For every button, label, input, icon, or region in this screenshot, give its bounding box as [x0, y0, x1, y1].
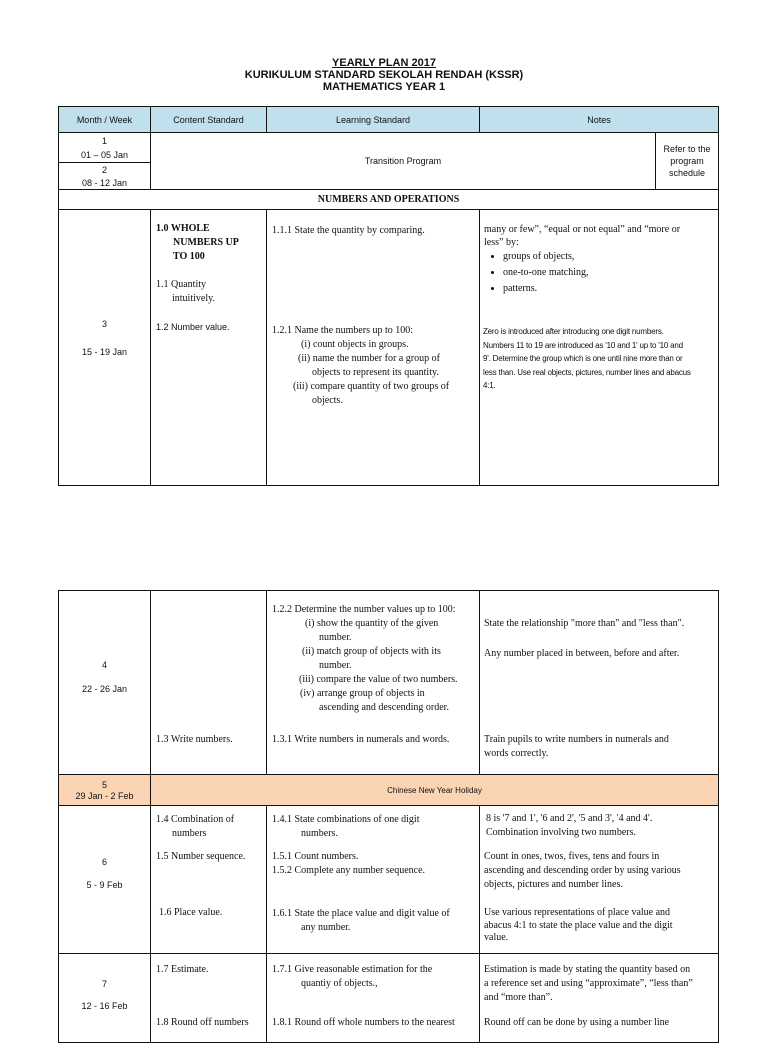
week-4-notes	[479, 590, 719, 775]
n17-b: a reference set and using “approximate”, “less than”	[484, 978, 693, 989]
ls-1-2-2-i-b: number.	[319, 632, 352, 643]
ls-1-2-2-ii-b: number.	[319, 660, 352, 671]
refer-line-1: Refer to the	[663, 144, 711, 154]
week-4-number: 4	[101, 660, 107, 670]
cs-1-8: 1.8 Round off numbers	[156, 1017, 249, 1028]
zero-line-4: less than. Use real objects, pictures, number lines and abacus	[483, 367, 691, 377]
ls-1-7-1-b: quantiy of objects.,	[301, 978, 378, 989]
week-1-dates: 01 – 05 Jan	[80, 150, 129, 160]
n14-a: 8 is '7 and 1', '6 and 2', '5 and 3', '4 and 4'.	[486, 813, 653, 824]
week-5-number: 5	[101, 780, 107, 790]
week-6-learning-standard	[266, 805, 480, 954]
n15-a: Count in ones, twos, fives, tens and fours in	[484, 851, 660, 862]
week-2-dates: 08 - 12 Jan	[81, 178, 128, 188]
week-6-number: 6	[101, 857, 107, 867]
week-4-dates: 22 - 26 Jan	[81, 684, 128, 694]
notes-bullet-1: • groups of objects,	[503, 249, 680, 265]
w4-note-2: Any number placed in between, before and after.	[484, 648, 680, 659]
ls-1-2-1-iii-b: objects.	[312, 395, 343, 406]
week-7-notes	[479, 953, 719, 1043]
week-3-content-standard	[150, 209, 267, 486]
ls-1-2-1: 1.2.1 Name the numbers up to 100:	[272, 325, 414, 336]
week-7-dates: 12 - 16 Feb	[81, 1001, 128, 1011]
ls-1-2-2: 1.2.2 Determine the number values up to 100:	[272, 604, 456, 615]
ls-1-5-2: 1.5.2 Complete any number sequence.	[272, 865, 426, 876]
week-6-dates: 5 - 9 Feb	[86, 880, 123, 890]
cs-1-0-line-a: 1.0 WHOLE	[156, 223, 210, 234]
week-3-cell	[58, 209, 151, 486]
notes-bullet-2: • one-to-one matching,	[503, 265, 680, 281]
week-3-learning-standard	[266, 209, 480, 486]
cs-1-1-line-a: 1.1 Quantity	[156, 279, 206, 290]
week-3-notes	[479, 209, 719, 486]
header-month-week: Month / Week	[58, 106, 151, 133]
week-1-number: 1	[101, 136, 107, 146]
cs-1-3: 1.3 Write numbers.	[156, 734, 233, 745]
zero-line-2: Numbers 11 to 19 are introduced as '10 and 1' up to '10 and	[483, 340, 683, 350]
week-7-cell	[58, 953, 151, 1043]
w4-note-3a: Train pupils to write numbers in numerals and	[484, 734, 669, 745]
refer-line-3: schedule	[668, 168, 706, 178]
cs-1-2: 1.2 Number value.	[156, 322, 230, 332]
zero-line-5: 4:1.	[483, 381, 496, 390]
ls-1-4-1-b: numbers.	[301, 828, 338, 839]
ls-1-2-2-iii: (iii) compare the value of two numbers.	[299, 674, 458, 685]
n15-b: ascending and descending order by using various	[484, 865, 681, 876]
header-notes: Notes	[479, 106, 719, 133]
week-6-content-standard	[150, 805, 267, 954]
refer-line-2: program	[670, 156, 704, 166]
ls-1-5-1: 1.5.1 Count numbers.	[272, 851, 359, 862]
week-4-content-standard	[150, 590, 267, 775]
n16-a: Use various representations of place value and	[484, 907, 671, 918]
cs-1-4-b: numbers	[172, 828, 207, 839]
week-7-number: 7	[101, 979, 107, 989]
section-title: NUMBERS AND OPERATIONS	[317, 194, 460, 205]
n14-b: Combination involving two numbers.	[486, 827, 636, 838]
week-3-dates: 15 - 19 Jan	[81, 347, 128, 357]
w4-note-3b: words correctly.	[484, 748, 549, 759]
notes-line-b: less” by:	[484, 237, 519, 248]
ls-1-2-2-ii-a: (ii) match group of objects with its	[302, 646, 441, 657]
ls-1-6-1-b: any number.	[301, 922, 351, 933]
title-line-2: KURIKULUM STANDARD SEKOLAH RENDAH (KSSR)	[244, 69, 524, 81]
week-1-cell	[58, 132, 151, 163]
n15-c: objects, pictures and number lines.	[484, 879, 623, 890]
ls-1-2-1-ii-a: (ii) name the number for a group of	[298, 353, 440, 364]
cs-1-4-a: 1.4 Combination of	[156, 814, 235, 825]
notes-line-a: many or few”, “equal or not equal” and “more or	[484, 224, 681, 235]
title-line-1: YEARLY PLAN 2017	[332, 57, 436, 69]
n17-a: Estimation is made by stating the quantity based on	[484, 964, 691, 975]
ls-1-4-1-a: 1.4.1 State combinations of one digit	[272, 814, 420, 825]
ls-1-1-1: 1.1.1 State the quantity by comparing.	[272, 225, 425, 236]
ls-1-2-2-iv-a: (iv) arrange group of objects in	[300, 688, 425, 699]
week-4-cell	[58, 590, 151, 775]
week-7-content-standard	[150, 953, 267, 1043]
ls-1-7-1-a: 1.7.1 Give reasonable estimation for the	[272, 964, 433, 975]
ls-1-2-2-i-a: (i) show the quantity of the given	[305, 618, 439, 629]
title-line-3: MATHEMATICS YEAR 1	[322, 81, 446, 93]
week-5-cell	[58, 774, 151, 806]
week-2-cell	[58, 162, 151, 190]
n17-c: and “more than”.	[484, 992, 553, 1003]
week-7-learning-standard	[266, 953, 480, 1043]
n16-c: value.	[484, 932, 509, 943]
refer-schedule-cell	[655, 132, 719, 190]
week-6-cell	[58, 805, 151, 954]
week-3-number: 3	[101, 319, 107, 329]
holiday-label: Chinese New Year Holiday	[387, 786, 482, 795]
zero-line-1: Zero is introduced after introducing one digit numbers.	[483, 327, 664, 336]
n16-b: abacus 4:1 to state the place value and the digit	[484, 919, 673, 931]
header-content-standard: Content Standard	[150, 106, 267, 133]
cs-1-0-line-b: NUMBERS UP	[173, 237, 239, 248]
cs-1-5: 1.5 Number sequence.	[156, 851, 246, 862]
holiday-cell	[150, 774, 719, 806]
cs-1-6: 1.6 Place value.	[159, 907, 223, 918]
week-5-dates: 29 Jan - 2 Feb	[75, 791, 134, 801]
cs-1-1-line-b: intuitively.	[172, 293, 215, 304]
cs-1-7: 1.7 Estimate.	[156, 964, 209, 975]
cs-1-0-line-c: TO 100	[173, 251, 205, 262]
section-row	[58, 189, 719, 210]
document-title	[0, 57, 768, 93]
ls-1-2-1-iii-a: (iii) compare quantity of two groups of	[293, 381, 450, 392]
week-6-notes	[479, 805, 719, 954]
transition-program-cell	[150, 132, 656, 190]
w4-note-1: State the relationship "more than" and "less than".	[484, 618, 685, 629]
n18: Round off can be done by using a number line	[484, 1017, 670, 1028]
ls-1-2-1-ii-b: objects to represent its quantity.	[312, 367, 439, 378]
notes-bullet-3: • patterns.	[503, 281, 680, 297]
transition-program-label: Transition Program	[364, 156, 442, 166]
zero-line-3: 9'. Determine the group which is one until nine more than or	[483, 354, 683, 363]
ls-1-2-2-iv-b: ascending and descending order.	[319, 702, 449, 713]
ls-1-6-1-a: 1.6.1 State the place value and digit value of	[272, 908, 450, 919]
ls-1-8-1: 1.8.1 Round off whole numbers to the nearest	[272, 1017, 455, 1028]
week-2-number: 2	[101, 165, 107, 175]
ls-1-3-1: 1.3.1 Write numbers in numerals and words.	[272, 734, 450, 745]
header-learning-standard: Learning Standard	[266, 106, 480, 133]
ls-1-2-1-i: (i) count objects in groups.	[301, 339, 409, 350]
week-4-learning-standard	[266, 590, 480, 775]
